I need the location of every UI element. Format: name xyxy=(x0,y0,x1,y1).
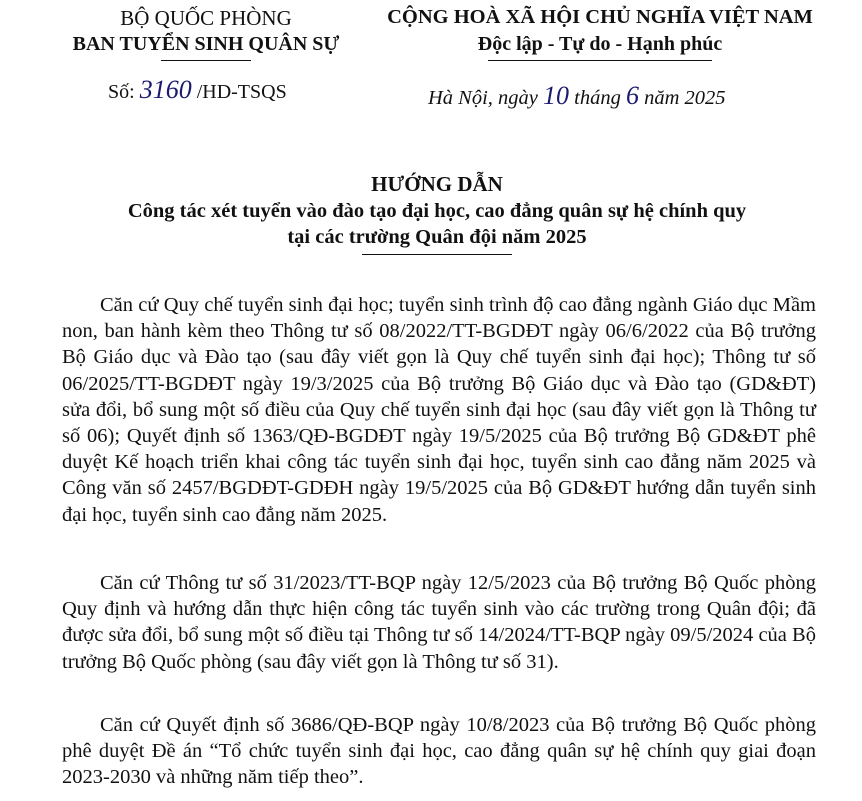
motto-underline xyxy=(488,60,712,61)
date-month: 6 xyxy=(625,81,639,110)
country-name: CỘNG HOÀ XÃ HỘI CHỦ NGHĨA VIỆT NAM xyxy=(387,6,813,28)
number-handwritten: 3160 xyxy=(139,75,192,104)
title-underline xyxy=(362,254,512,255)
document-subtitle-line2: tại các trường Quân đội năm 2025 xyxy=(287,226,587,248)
date-month-label: tháng xyxy=(574,87,621,109)
date-place: Hà Nội, ngày xyxy=(428,87,538,109)
paragraph-3: Căn cứ Quyết định số 3686/QĐ-BQP ngày 10/8/2023 của Bộ trưởng Bộ Quốc phòng phê duyệt Đề án “Tổ chức tuyển sinh đại học, cao đẳng quân sự hệ chính quy giai đoạn 2023-2030 và những năm tiếp theo”. xyxy=(62,714,816,789)
document-title: HƯỚNG DẪN xyxy=(371,172,503,196)
number-suffix: /HD-TSQS xyxy=(196,81,287,103)
date-year: năm 2025 xyxy=(644,87,726,109)
document-subtitle-line1: Công tác xét tuyển vào đào tạo đại học, cao đẳng quân sự hệ chính quy xyxy=(127,200,747,222)
board-name: BAN TUYỂN SINH QUÂN SỰ xyxy=(72,33,340,55)
board-underline xyxy=(161,60,251,61)
date-day: 10 xyxy=(543,81,570,110)
document-number xyxy=(108,75,287,105)
issue-date xyxy=(428,81,726,111)
national-motto: Độc lập - Tự do - Hạnh phúc xyxy=(477,33,723,55)
paragraph-1: Căn cứ Quy chế tuyển sinh đại học; tuyển sinh trình độ cao đẳng ngành Giáo dục Mầm non, ban hành kèm theo Thông tư số 08/2022/TT-BGDĐT ngày 06/6/2022 của Bộ trưởng Bộ Giáo dục và Đào tạo (sau đây viết gọn là Quy chế tuyển sinh đại học); Thông tư số 06/2025/TT-BGDĐT ngày 19/3/2025 của Bộ trưởng Bộ Giáo dục và Đào tạo (GD&ĐT) sửa đổi, bổ sung một số điều của Quy chế tuyển sinh đại học (sau đây viết gọn là Thông tư số 06); Quyết định số 1363/QĐ-BGDĐT ngày 19/5/2025 của Bộ trưởng Bộ GD&ĐT phê duyệt Kế hoạch triển khai công tác tuyển sinh đại học, tuyển sinh cao đẳng năm 2025 và Công văn số 2457/BGDĐT-GDĐH ngày 19/5/2025 của Bộ GD&ĐT hướng dẫn tuyển sinh đại học, tuyển sinh cao đẳng năm 2025. xyxy=(62,294,816,526)
ministry-name: BỘ QUỐC PHÒNG xyxy=(120,6,292,30)
paragraph-2: Căn cứ Thông tư số 31/2023/TT-BQP ngày 12/5/2023 của Bộ trưởng Bộ Quốc phòng Quy định và hướng dẫn thực hiện công tác tuyển sinh vào các trường trong Quân đội; đã được sửa đổi, bổ sung một số điều tại Thông tư số 14/2024/TT-BQP ngày 09/5/2024 của Bộ trưởng Bộ Quốc phòng (sau đây viết gọn là Thông tư số 31). xyxy=(62,572,816,673)
number-prefix: Số: xyxy=(108,81,135,103)
